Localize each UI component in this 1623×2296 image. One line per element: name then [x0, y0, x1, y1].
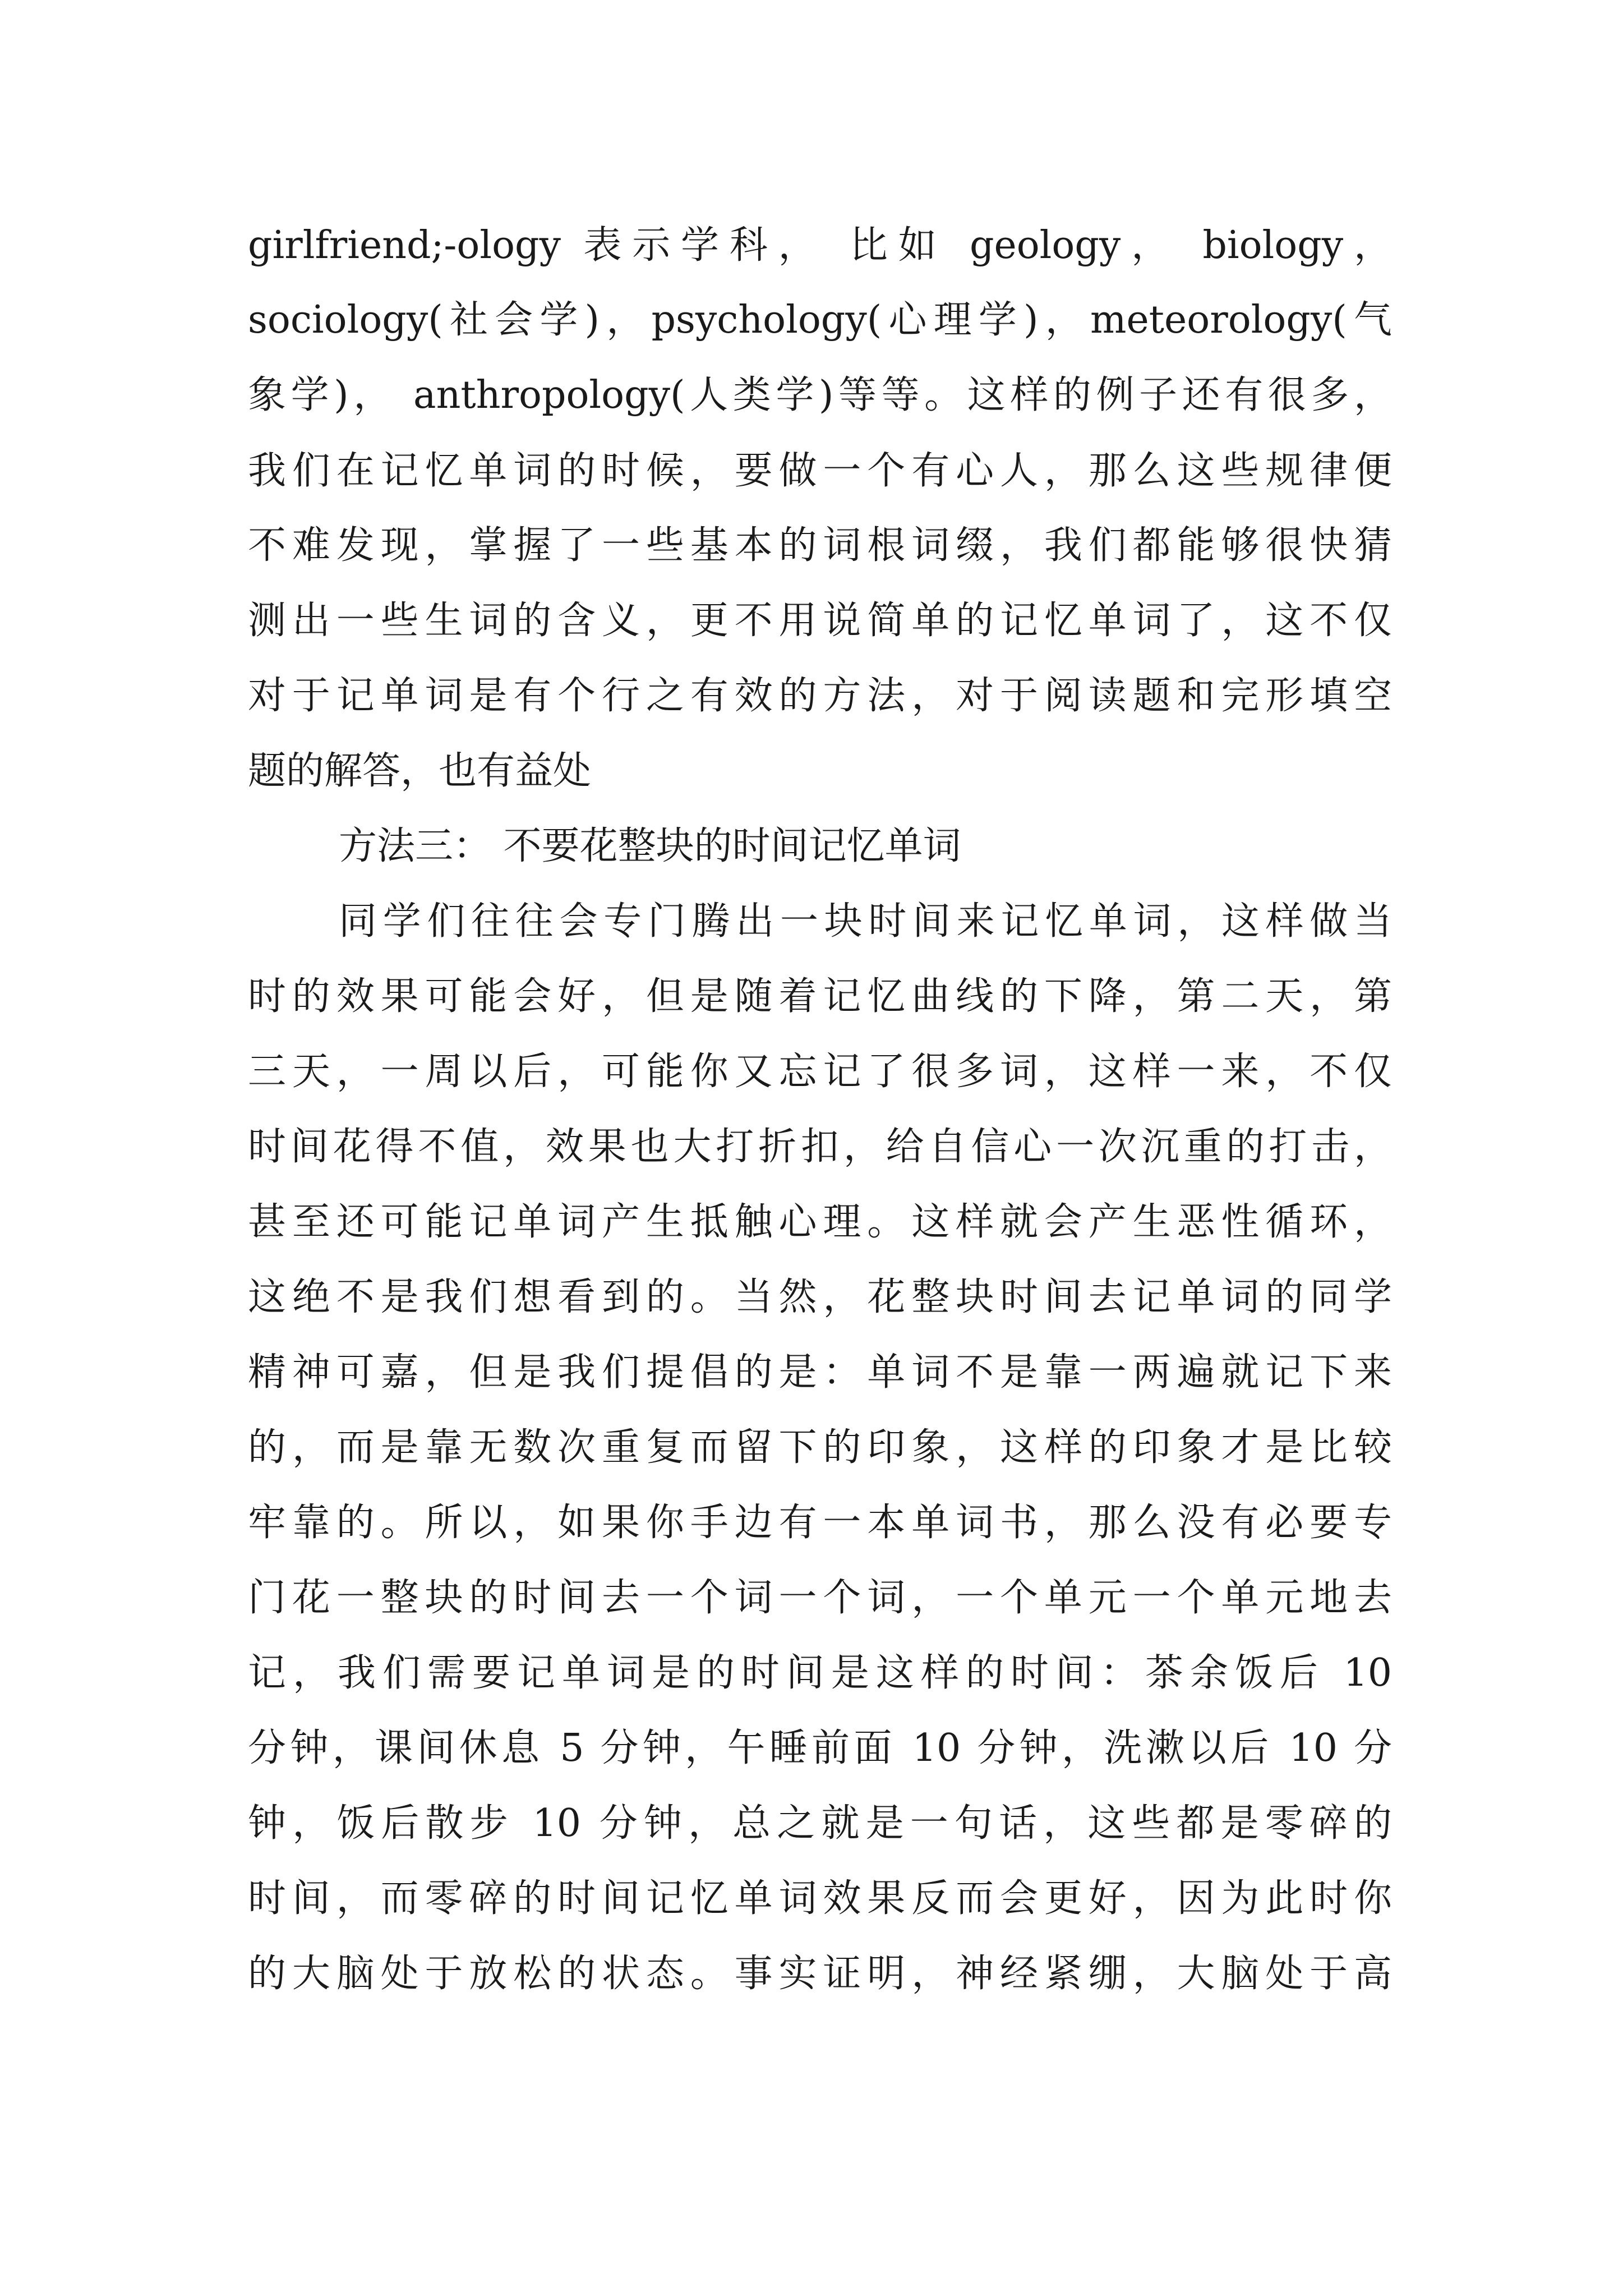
- text-line-23: 时间，而零碎的时间记忆单词效果反而会更好，因为此时你: [248, 1876, 1392, 1921]
- text-line-7: 对于记单词是有个行之有效的方法，对于阅读题和完形填空: [248, 674, 1392, 718]
- text-line-19: 门花一整块的时间去一个词一个词，一个单元一个单元地去: [248, 1576, 1392, 1620]
- text-line-6: 测出一些生词的含义，更不用说简单的记忆单词了，这不仅: [248, 599, 1392, 643]
- section-heading: 方法三： 不要花整块的时间记忆单词: [339, 824, 961, 868]
- text-line-8: 题的解答，也有益处: [248, 749, 592, 793]
- text-line-18: 牢靠的。所以，如果你手边有一本单词书，那么没有必要专: [248, 1501, 1392, 1545]
- text-line-2: sociology(社会学)，psychology(心理学)，meteorology(气: [248, 298, 1392, 342]
- text-line-5: 不难发现，掌握了一些基本的词根词缀，我们都能够很快猜: [248, 523, 1392, 568]
- text-line-24: 的大脑处于放松的状态。事实证明，神经紧绷，大脑处于高: [248, 1952, 1392, 1996]
- text-line-15: 这绝不是我们想看到的。当然，花整块时间去记单词的同学: [248, 1275, 1392, 1319]
- text-line-21: 分钟，课间休息 5 分钟，午睡前面 10 分钟，洗漱以后 10 分: [248, 1726, 1392, 1770]
- text-line-13: 时间花得不值，效果也大打折扣，给自信心一次沉重的打击，: [248, 1125, 1392, 1169]
- text-line-22: 钟，饭后散步 10 分钟，总之就是一句话，这些都是零碎的: [248, 1801, 1392, 1846]
- text-line-1: girlfriend;-ology 表示学科， 比如 geology， biology，: [248, 223, 1392, 268]
- text-line-11: 时的效果可能会好，但是随着记忆曲线的下降，第二天，第: [248, 974, 1392, 1019]
- text-line-17: 的，而是靠无数次重复而留下的印象，这样的印象才是比较: [248, 1425, 1392, 1470]
- text-line-12: 三天，一周以后，可能你又忘记了很多词，这样一来，不仅: [248, 1050, 1392, 1094]
- text-line-3: 象学)， anthropology(人类学)等等。这样的例子还有很多，: [248, 373, 1392, 417]
- text-line-16: 精神可嘉，但是我们提倡的是：单词不是靠一两遍就记下来: [248, 1350, 1392, 1395]
- text-line-4: 我们在记忆单词的时候，要做一个有心人，那么这些规律便: [248, 449, 1392, 493]
- paragraph-first-line: 同学们往往会专门腾出一块时间来记忆单词，这样做当: [339, 899, 1392, 944]
- text-line-20: 记，我们需要记单词是的时间是这样的时间：茶余饭后 10: [248, 1651, 1392, 1695]
- text-line-14: 甚至还可能记单词产生抵触心理。这样就会产生恶性循环，: [248, 1200, 1392, 1244]
